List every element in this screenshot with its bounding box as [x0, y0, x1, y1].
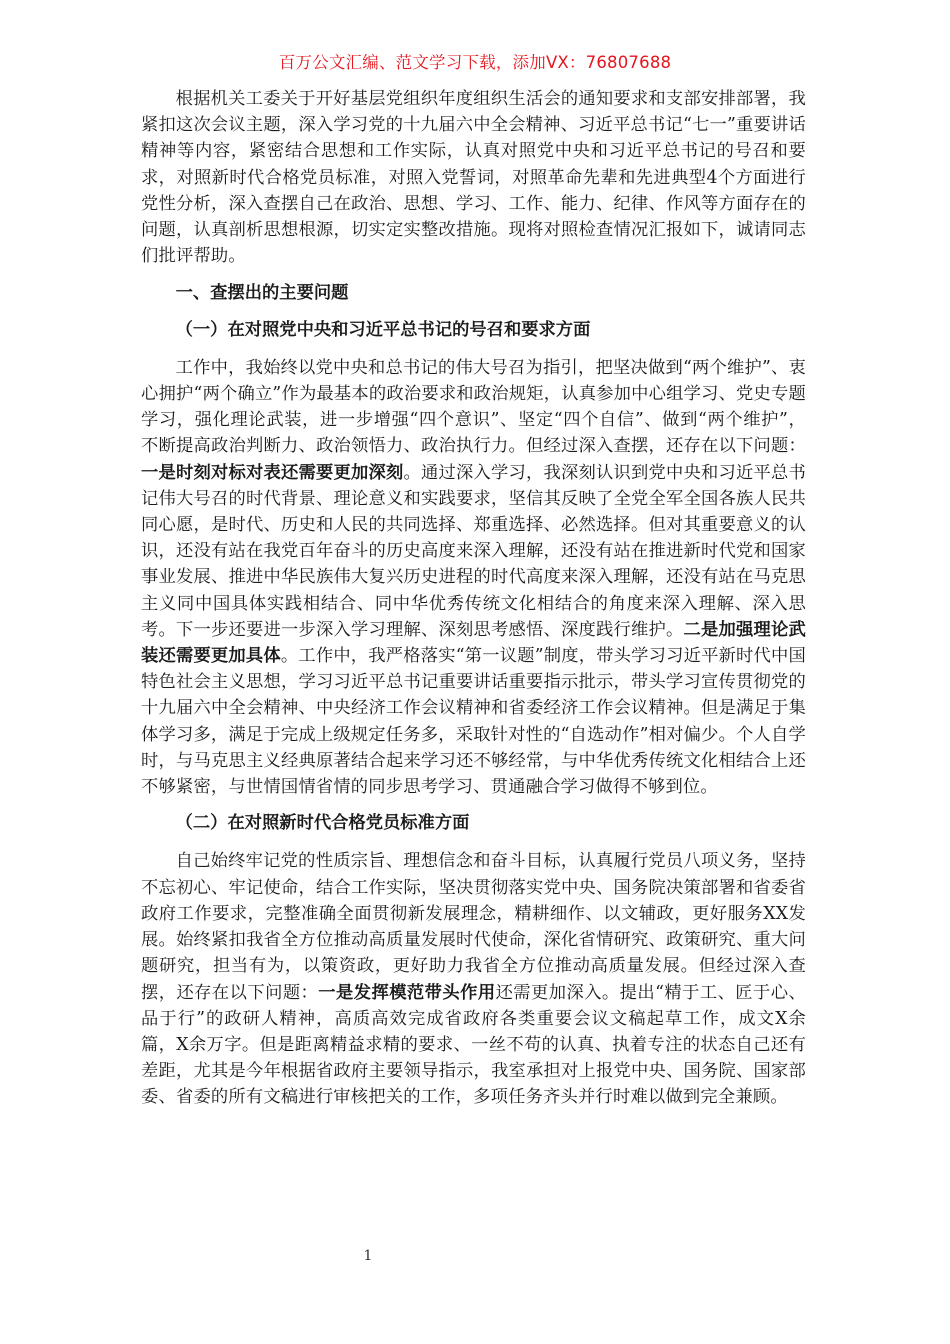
- sub1-text-b: 。通过深入学习，我深刻认识到党中央和习近平总书记伟大号召的时代背景、理论意义和实践要求，坚信其反映了全党全军全国各族人民共同心愿，是时代、历史和人民的共同选择、郑重选择、必然选择。但对其重要意义的认识，还没有站在我党百年奋斗的历史高度来深入理解，还没有站在推进新时代党和国家事业发展、推进中华民族伟大复兴历史进程的时代高度来深入理解，还没有站在马克思主义同中国具体实践相结合、同中华优秀传统文化相结合的角度来深入理解、深入思考。下一步还要进一步深入学习理解、深刻思考感悟、深度践行维护。: [141, 462, 806, 640]
- sub2-bold-1: 一是发挥模范带头作用: [318, 982, 496, 1003]
- page-number: 1: [363, 1248, 373, 1264]
- document-body: [141, 86, 806, 1111]
- subsection-2-title: （二）在对照新时代合格党员标准方面: [175, 813, 470, 834]
- sub1-bold-1: 一是时刻对标对表还需要更加深刻: [141, 462, 404, 483]
- subsection-2-paragraph: [141, 848, 806, 1110]
- intro-paragraph: 根据机关工委关于开好基层党组织年度组织生活会的通知要求和支部安排部署，我紧扣这次会议主题，深入学习党的十九届六中全会精神、习近平总书记“七一”重要讲话精神等内容，紧密结合思想和工作实际，认真对照党中央和习近平总书记的号召和要求，对照新时代合格党员标准，对照入党誓词，对照革命先辈和先进典型4个方面进行党性分析，深入查摆自己在政治、思想、学习、工作、能力、纪律、作风等方面存在的问题，认真剖析思想根源，切实定实整改措施。现将对照检查情况汇报如下，诚请同志们批评帮助。: [141, 89, 806, 267]
- sub1-text-a: 工作中，我始终以党中央和总书记的伟大号召为指引，把坚决做到“两个维护”、衷心拥护“两个确立”作为最基本的政治要求和政治规矩，认真参加中心组学习、党史专题学习，强化理论武装，进一步增强“四个意识”、坚定“四个自信”、做到“两个维护”，不断提高政治判断力、政治领悟力、政治执行力。但经过深入查摆，还存在以下问题：: [141, 357, 806, 457]
- sub1-bold-2: 二是加强理论武装还需要更加具体: [141, 619, 806, 667]
- sub2-text-b: 还需更加深入。提出“精于工、匠于心、品于行”的政研人精神，高质高效完成省政府各类重要会议文稿起草工作，成文X余篇，X余万字。但是距离精益求精的要求、一丝不苟的认真、执着专注的状态自己还有差距，尤其是今年根据省政府主要领导指示，我室承担对上报党中央、国务院、国家部委、省委的所有文稿进行审核把关的工作，多项任务齐头并行时难以做到完全兼顾。: [141, 982, 806, 1108]
- section-1-title: 一、查摆出的主要问题: [175, 283, 349, 304]
- promo-header: 百万公文汇编、范文学习下载，添加VX：76807688: [278, 53, 672, 72]
- sub2-text-a: 自己始终牢记党的性质宗旨、理想信念和奋斗目标，认真履行党员八项义务，坚持不忘初心、牢记使命，结合工作实际，坚决贯彻落实党中央、国务院决策部署和省委省政府工作要求，完整准确全面贯彻新发展理念，精耕细作、以文辅政，更好服务XX发展。始终紧扣我省全方位推动高质量发展时代使命，深化省情研究、政策研究、重大问题研究，担当有为，以策资政，更好助力我省全方位推动高质量发展。但经过深入查摆，还存在以下问题：: [141, 851, 806, 1003]
- sub1-text-c: 。工作中，我严格落实“第一议题”制度，带头学习习近平新时代中国特色社会主义思想，学习习近平总书记重要讲话重要指示批示，带头学习宣传贯彻党的十九届六中全会精神、中央经济工作会议精神和省委经济工作会议精神。但是满足于集体学习多，满足于完成上级规定任务多，采取针对性的“自选动作”相对偏少。个人自学时，与马克思主义经典原著结合起来学习还不够经常，与中华优秀传统文化相结合上还不够紧密，与世情国情省情的同步思考学习、贯通融合学习做得不够到位。: [141, 646, 806, 798]
- subsection-1-title: （一）在对照党中央和习近平总书记的号召和要求方面: [175, 319, 591, 340]
- subsection-1-paragraph: [141, 355, 806, 800]
